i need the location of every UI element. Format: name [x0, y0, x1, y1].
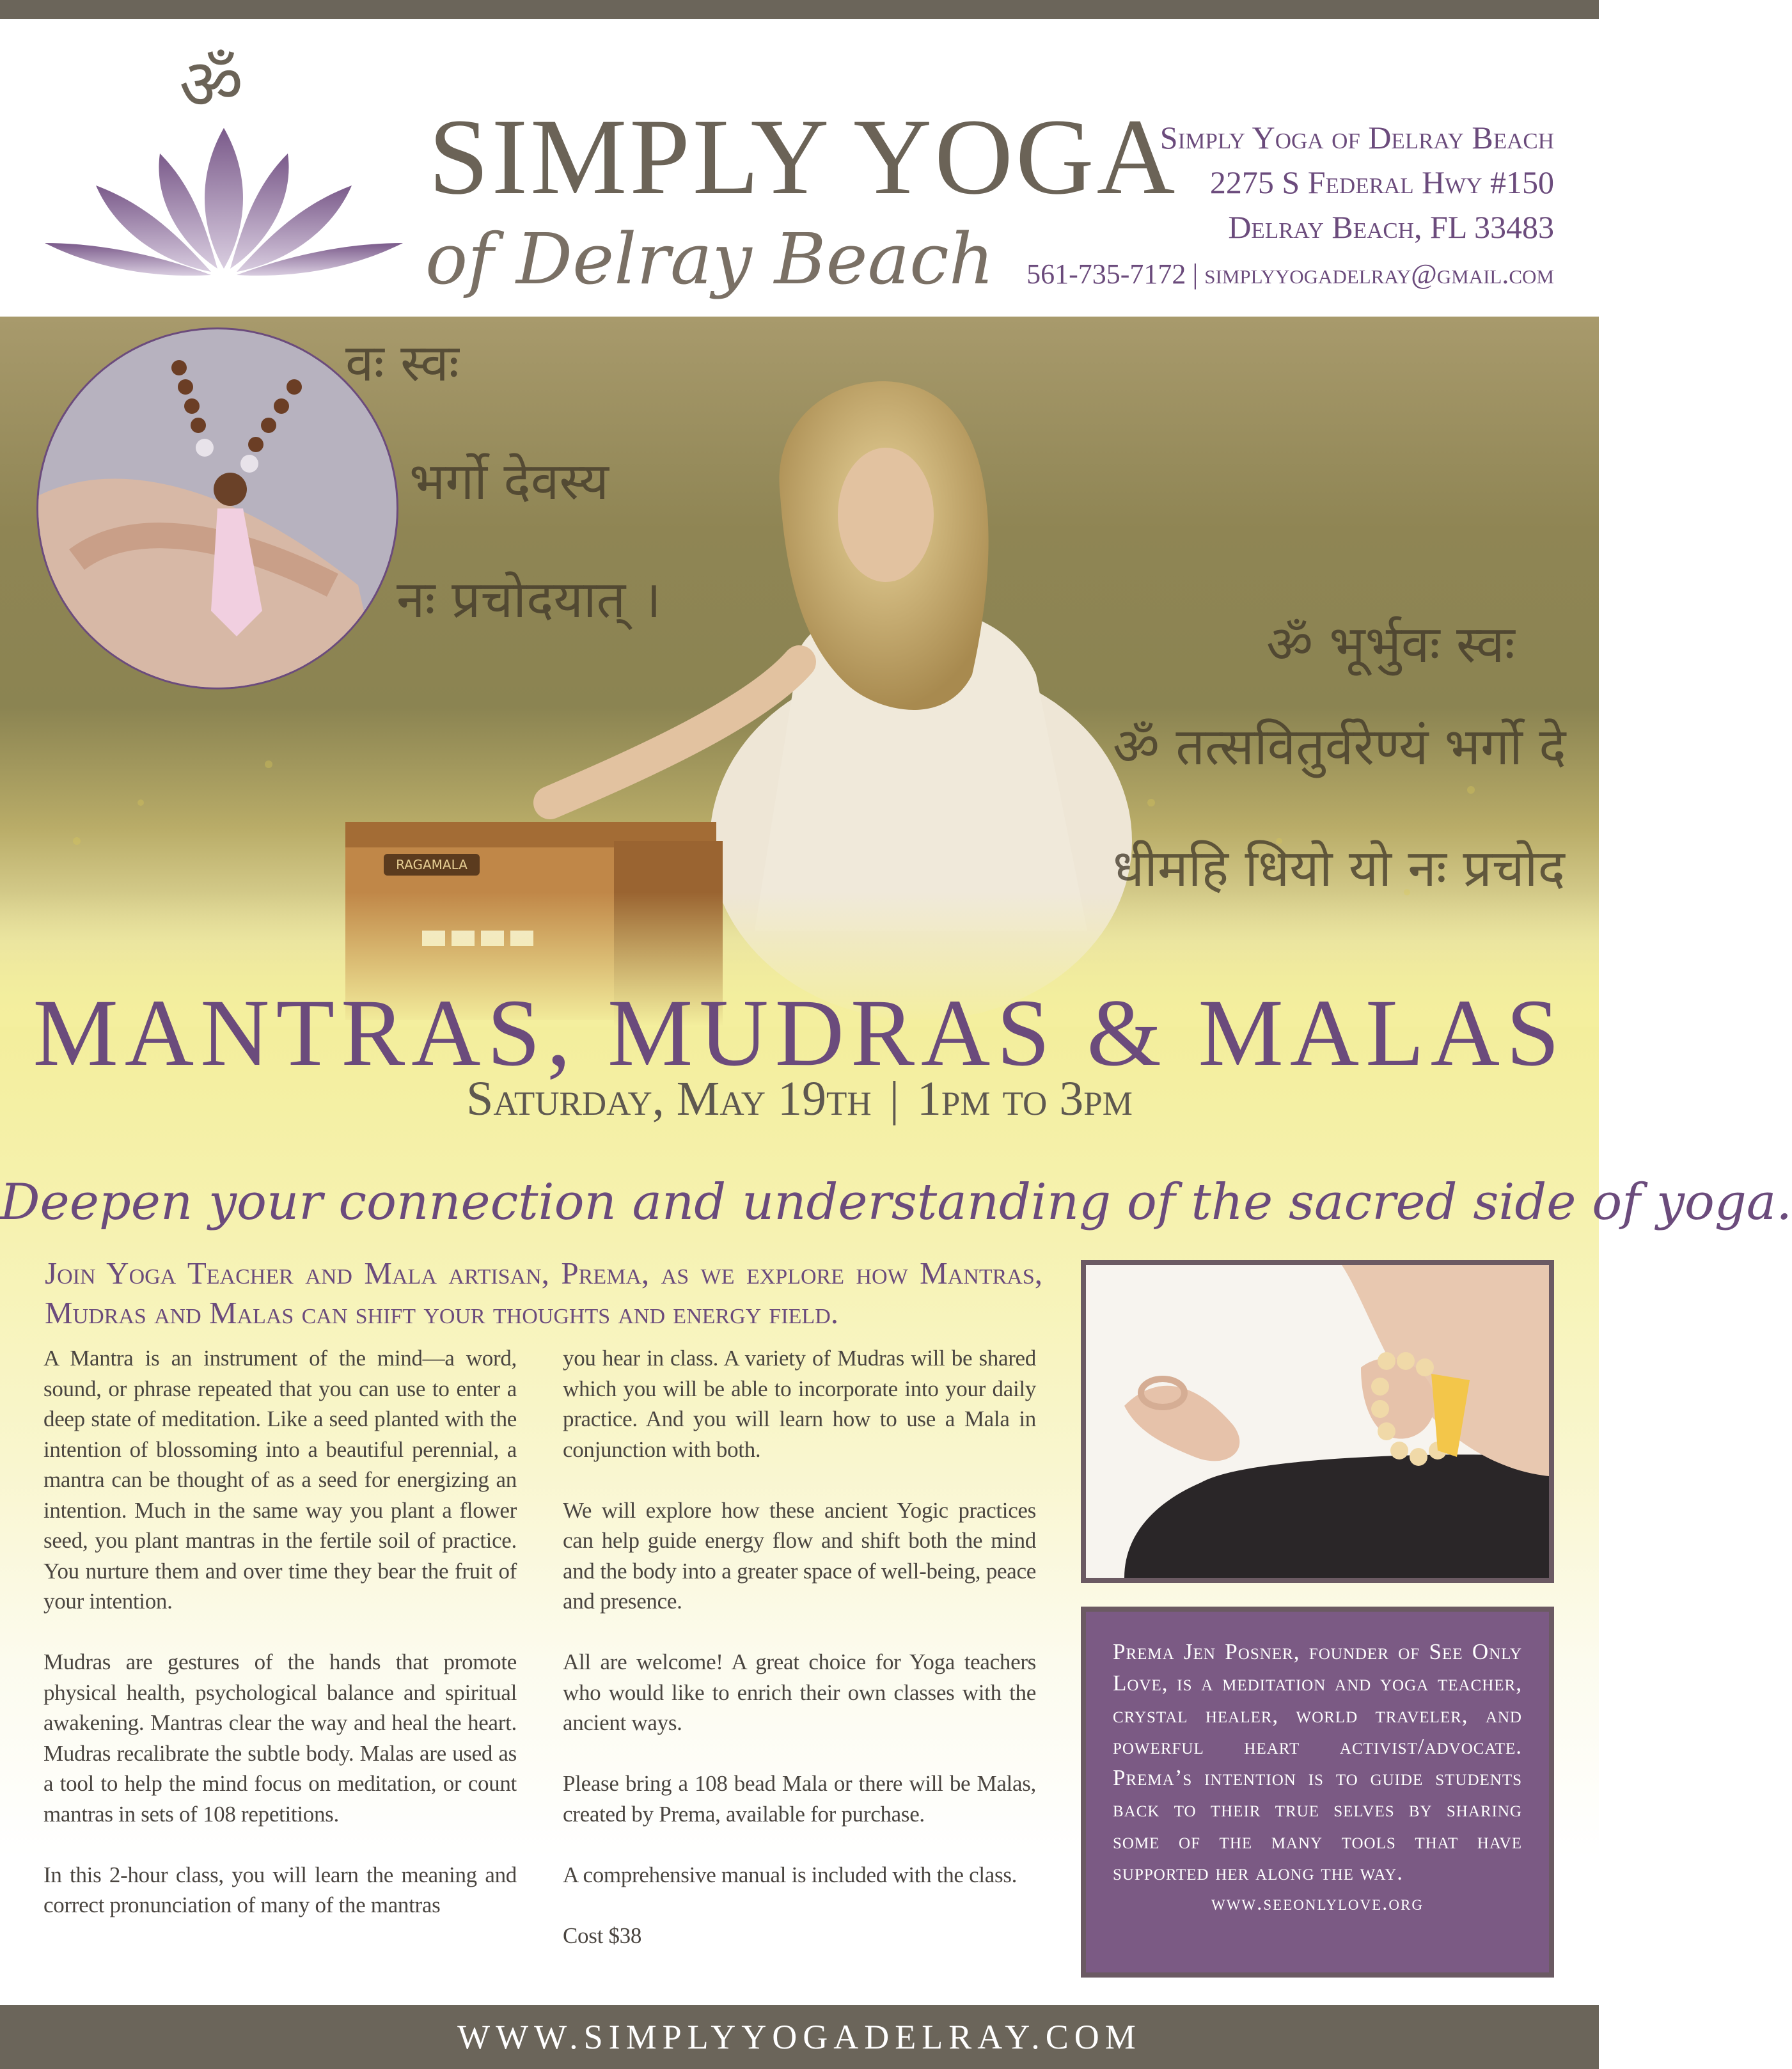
sanskrit-left-2: भर्गो देवस्य: [409, 452, 609, 511]
paragraph-welcome: All are welcome! A great choice for Yoga teachers who would like to enrich their own classes with the ancient ways.: [563, 1649, 1036, 1735]
phone-number[interactable]: 561-735-7172: [1026, 258, 1186, 290]
event-date: Saturday, May 19th: [466, 1072, 872, 1126]
sanskrit-right-2: ॐ तत्सवितुर्वरेण्यं भर्गो दे: [1113, 717, 1566, 776]
paragraph-explore: We will explore how these ancient Yogic practices can help guide energy flow and shift both the mind and the body into a greater space of well-being, peace and presence.: [563, 1497, 1036, 1614]
footer-bar: [0, 2005, 1599, 2069]
event-title: MANTRAS, MUDRAS & MALAS: [33, 980, 1566, 1086]
email-link[interactable]: simplyyogadelray@gmail.com: [1204, 258, 1554, 290]
address-line-2: Delray Beach, FL 33483: [1228, 209, 1554, 245]
contact-separator: |: [1192, 258, 1199, 290]
paragraph-manual: A comprehensive manual is included with the class.: [563, 1862, 1018, 1887]
address-line-1: 2275 S Federal Hwy #150: [1209, 164, 1554, 200]
hero-photo-illustration: [0, 317, 1599, 1027]
tagline: Deepen your connection and understanding of the sacred side of yoga.: [0, 1174, 1792, 1231]
date-time-divider: |: [889, 1072, 899, 1126]
event-time: 1pm to 3pm: [916, 1072, 1133, 1126]
paragraph-bring-mala: Please bring a 108 bead Mala or there will be Malas, created by Prema, available for purchase.: [563, 1771, 1036, 1827]
contact-block: [1026, 115, 1554, 297]
brand-subtitle: of Delray Beach: [425, 218, 994, 300]
body-column-2: [563, 1343, 1036, 1981]
header: [0, 19, 1599, 317]
sanskrit-left-3: नः प्रचोदयात् ।: [397, 570, 661, 629]
bio-box: [1081, 1607, 1554, 1978]
event-date-time: [0, 1072, 1599, 1126]
body-column-1: [43, 1343, 517, 1951]
meditation-mudra-image: [1086, 1265, 1549, 1578]
bio-text: Prema Jen Posner, founder of See Only Love, is a meditation and yoga teacher, crystal healer, world traveler, and powerful heart activist/advocate. Prema’s intention is to guide students back to their true selves by sharing some of the many tools that have supported her along the way.: [1113, 1639, 1522, 1885]
paragraph-mantra: A Mantra is an instrument of the mind—a word, sound, or phrase repeated that you can use to enter a deep state of meditation. Like a seed planted with the intention of blossoming into a beautiful perennial, a mantra can be thought of as a seed for energizing an intention. Much in the same way you plant a flower seed, you plant mantras in the fertile soil of practice. You nurture them and over time they bear the fruit of your intention.: [43, 1346, 517, 1614]
phone-email-line: [1026, 252, 1554, 297]
cost-text: Cost $38: [563, 1923, 642, 1948]
sanskrit-right-3: धीमहि धियो यो नः प्रचोद: [1113, 838, 1565, 898]
svg-text:ॐ: ॐ: [179, 43, 244, 125]
harmonium-label: RAGAMALA: [396, 857, 468, 872]
sanskrit-left-1: वः स्वः: [345, 333, 459, 393]
paragraph-class-intro: In this 2-hour class, you will learn the meaning and correct pronunciation of many of the mantras: [43, 1862, 517, 1917]
bio-url-link[interactable]: www.seeonlylove.org: [1211, 1892, 1424, 1916]
studio-name: Simply Yoga of Delray Beach: [1159, 120, 1554, 155]
intro-text: Join Yoga Teacher and Mala artisan, Prema, as we explore how Mantras, Mudras and Malas can shift your thoughts and energy field.: [45, 1255, 1042, 1330]
om-lotus-logo-icon: [45, 43, 403, 301]
top-bar: [0, 0, 1599, 19]
paragraph-class-cont: you hear in class. A variety of Mudras will be shared which you will be able to incorporate into your daily practice. And you will learn how to use a Mala in conjunction with both.: [563, 1346, 1036, 1462]
sanskrit-right-1: ॐ भूर्भुवः स्वः: [1266, 615, 1515, 674]
meditation-photo: [1081, 1260, 1554, 1583]
brand-title: SIMPLY YOGA: [428, 97, 1178, 217]
footer-url-link[interactable]: WWW.SIMPLYYOGADELRAY.COM: [457, 2018, 1142, 2056]
paragraph-mudras: Mudras are gestures of the hands that promote physical health, psychological balance and spiritual awakening. Mantras clear the way and heal the heart. Mudras recalibrate the subtle body. Malas are used as a tool to help the mind focus on meditation, or count mantras in sets of 108 repetitions.: [43, 1649, 517, 1827]
hero-image: [0, 317, 1599, 1027]
